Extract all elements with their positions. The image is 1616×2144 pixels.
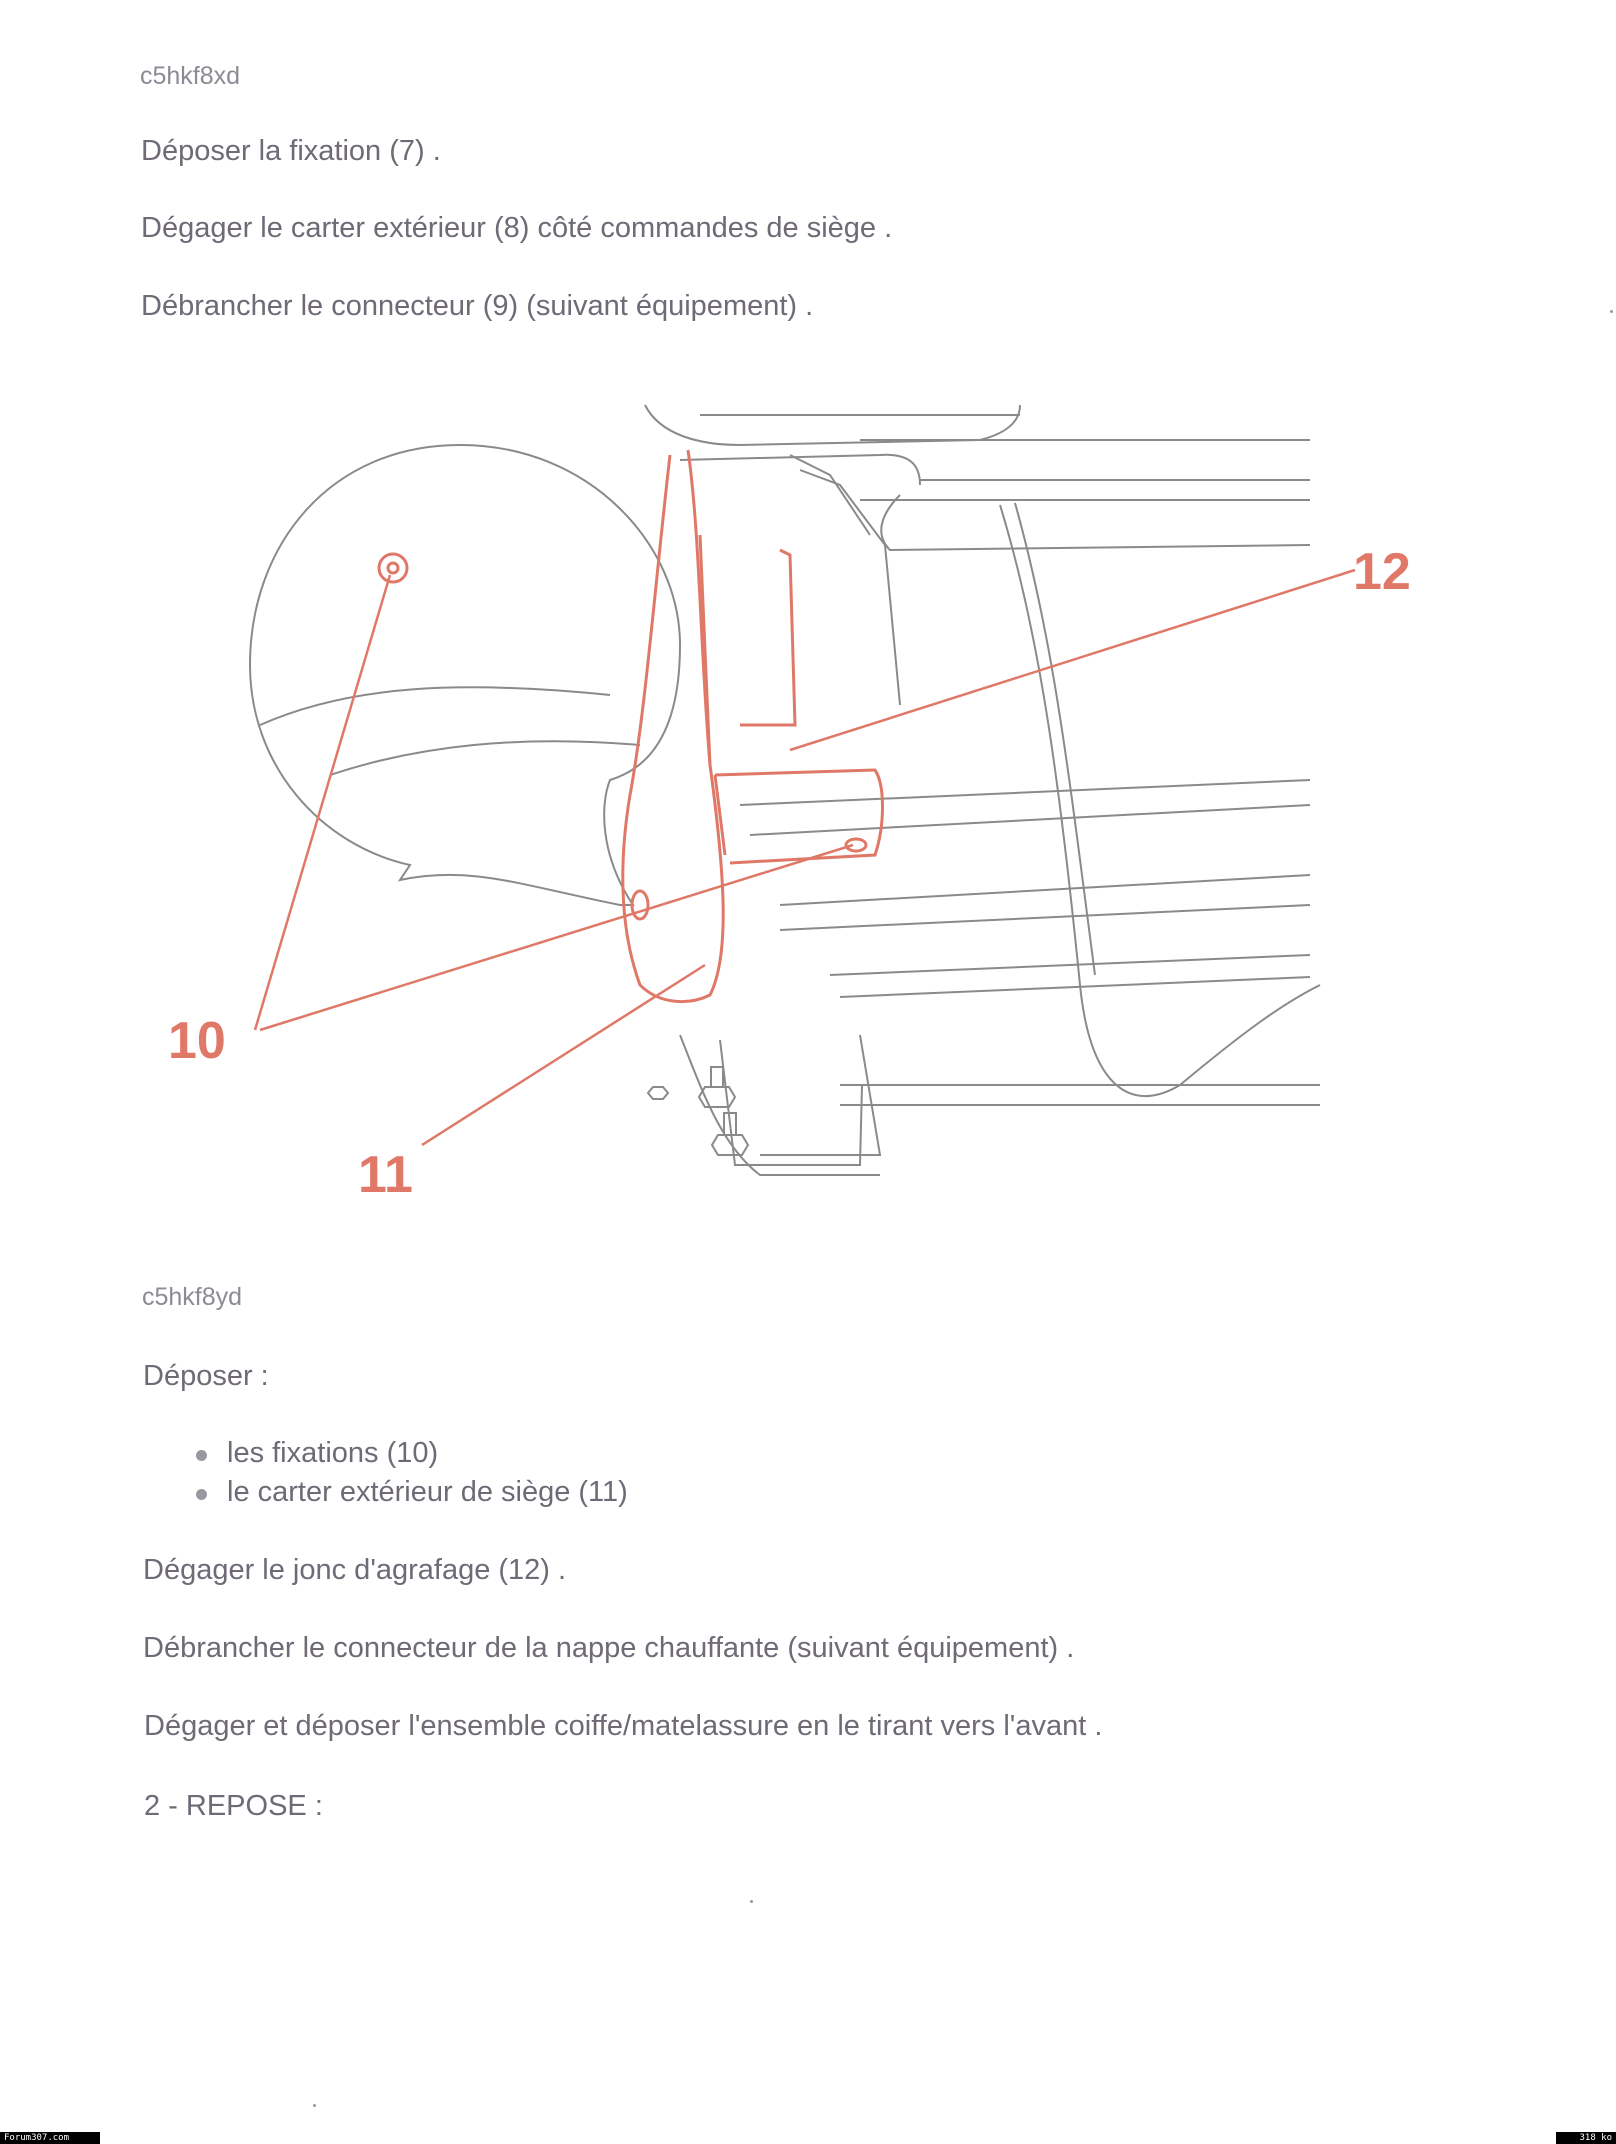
scan-speck	[750, 1900, 753, 1903]
callout-10: 10	[168, 1012, 226, 1070]
scan-speck	[1610, 310, 1613, 313]
step-remove-fixation-7: Déposer la fixation (7) .	[141, 135, 441, 167]
seat-frame-drawing	[250, 405, 1320, 1175]
callout-11: 11	[358, 1146, 413, 1204]
seat-disassembly-diagram	[140, 385, 1440, 1225]
bullet-icon	[196, 1489, 207, 1500]
outer-seat-cover	[379, 450, 883, 1002]
remove-intro: Déposer :	[143, 1360, 269, 1392]
figure-reference-1: c5hkf8xd	[140, 62, 241, 90]
footer-site-label: Forum307.com	[0, 2132, 100, 2144]
figure-reference-2: c5hkf8yd	[142, 1283, 243, 1311]
section-heading-repose: 2 - REPOSE :	[144, 1790, 323, 1822]
step-disconnect-heating-pad: Débrancher le connecteur de la nappe chauffante (suivant équipement) .	[143, 1632, 1075, 1664]
callout-12: 12	[1353, 543, 1411, 601]
scan-speck	[313, 2104, 316, 2107]
step-release-clip-rod-12: Dégager le jonc d'agrafage (12) .	[143, 1554, 567, 1586]
step-release-outer-cover-8: Dégager le carter extérieur (8) côté commandes de siège .	[141, 212, 893, 244]
step-disconnect-connector-9: Débrancher le connecteur (9) (suivant équipement) .	[141, 290, 814, 322]
footer-file-size: 318 ko	[1556, 2132, 1616, 2144]
step-remove-cover-cushion: Dégager et déposer l'ensemble coiffe/matelassure en le tirant vers l'avant .	[144, 1710, 1103, 1742]
list-item: le carter extérieur de siège (11)	[227, 1476, 628, 1515]
list-item: les fixations (10)	[227, 1437, 628, 1476]
bullet-icon	[196, 1450, 207, 1461]
remove-list	[227, 1437, 628, 1515]
